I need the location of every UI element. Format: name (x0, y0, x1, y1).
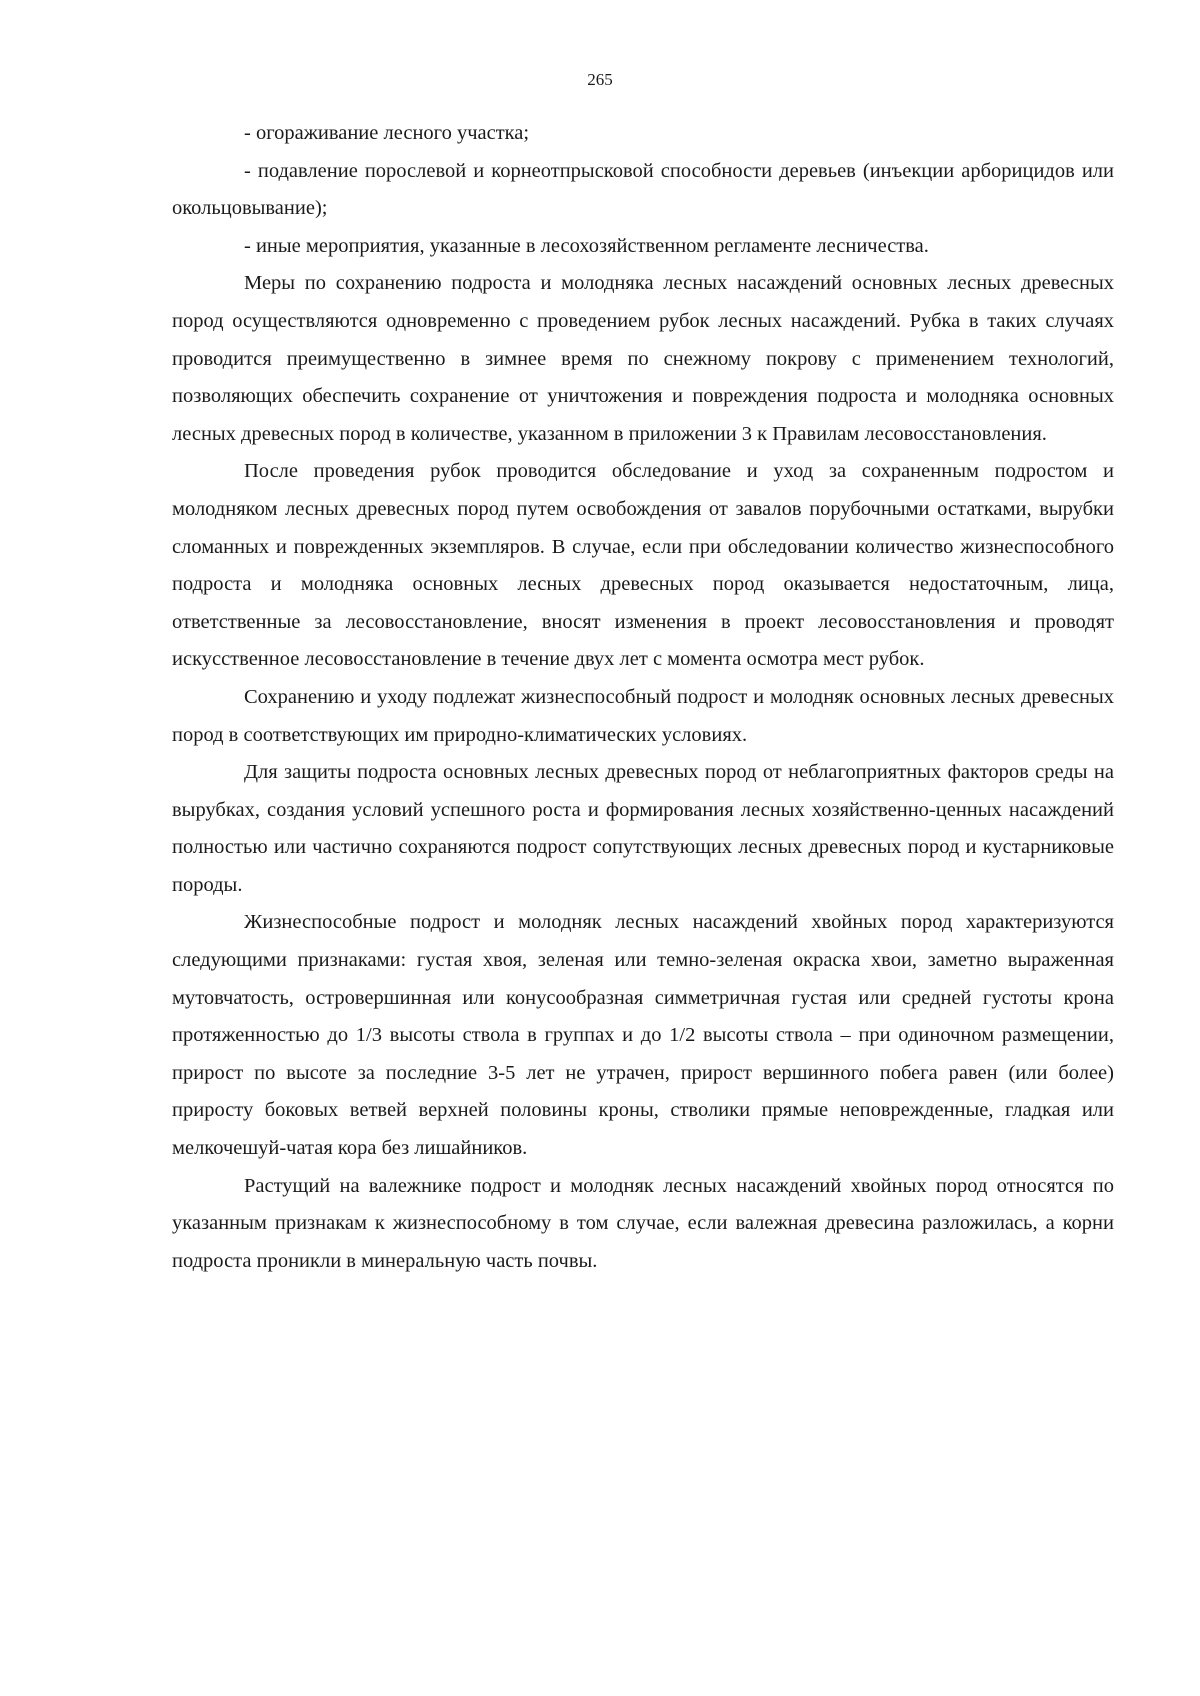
paragraph-viability-criteria: Жизнеспособные подрост и молодняк лесных насаждений хвойных пород характеризуются следующими признаками: густая хвоя, зеленая или темно-зеленая окраска хвои, заметно выраженная мутовчатость, островершинная или конусообразная симметричная густая или средней густоты крона протяженностью до 1/3 высоты ствола в группах и до 1/2 высоты ствола – при одиночном размещении, прирост по высоте за последние 3-5 лет не утрачен, прирост вершинного побега равен (или более) приросту боковых ветвей верхней половины кроны, стволики прямые неповрежденные, гладкая или мелкочешуй-чатая кора без лишайников. (172, 911, 1114, 1160)
paragraph-preservation-measures: Меры по сохранению подроста и молодняка лесных насаждений основных лесных древесных пород осуществляются одновременно с проведением рубок лесных насаждений. Рубка в таких случаях проводится преимущественно в зимнее время по снежному покрову с применением технологий, позволяющих обеспечить сохранение от уничтожения и повреждения подроста и молодняка основных лесных древесных пород в количестве, указанном в приложении 3 к Правилам лесовосстановления. (172, 272, 1114, 445)
page-number: 265 (587, 70, 613, 89)
paragraph-protection: Для защиты подроста основных лесных древесных пород от неблагоприятных факторов среды на вырубках, создания условий успешного роста и формирования лесных хозяйственно-ценных насаждений полностью или частично сохраняются подрост сопутствующих лесных древесных пород и кустарниковые породы. (172, 761, 1114, 896)
list-item-fencing: - огораживание лесного участка; (244, 122, 530, 144)
body-text (172, 115, 1114, 1280)
paragraph-post-felling-survey: После проведения рубок проводится обследование и уход за сохраненным подростом и молодняком лесных древесных пород путем освобождения от завалов порубочными остатками, вырубки сломанных и поврежденных экземпляров. В случае, если при обследовании количество жизнеспособного подроста и молодняка основных лесных древесных пород оказывается недостаточным, лица, ответственные за лесовосстановление, вносят изменения в проект лесовосстановления и проводят искусственное лесовосстановление в течение двух лет с момента осмотра мест рубок. (172, 460, 1114, 671)
paragraph-deadwood-growth: Растущий на валежнике подрост и молодняк лесных насаждений хвойных пород относятся по указанным признакам к жизнеспособному в том случае, если валежная древесина разложилась, а корни подроста проникли в минеральную часть почвы. (172, 1174, 1114, 1272)
list-item-other-measures: - иные мероприятия, указанные в лесохозяйственном регламенте лесничества. (244, 234, 929, 257)
paragraph-care-subject: Сохранению и уходу подлежат жизнеспособный подрост и молодняк основных лесных древесных пород в соответствующих им природно-климатических условиях. (172, 685, 1114, 746)
list-item-suppression: - подавление порослевой и корнеотпрысковой способности деревьев (инъекции арборицидов или окольцовывание); (172, 159, 1114, 220)
